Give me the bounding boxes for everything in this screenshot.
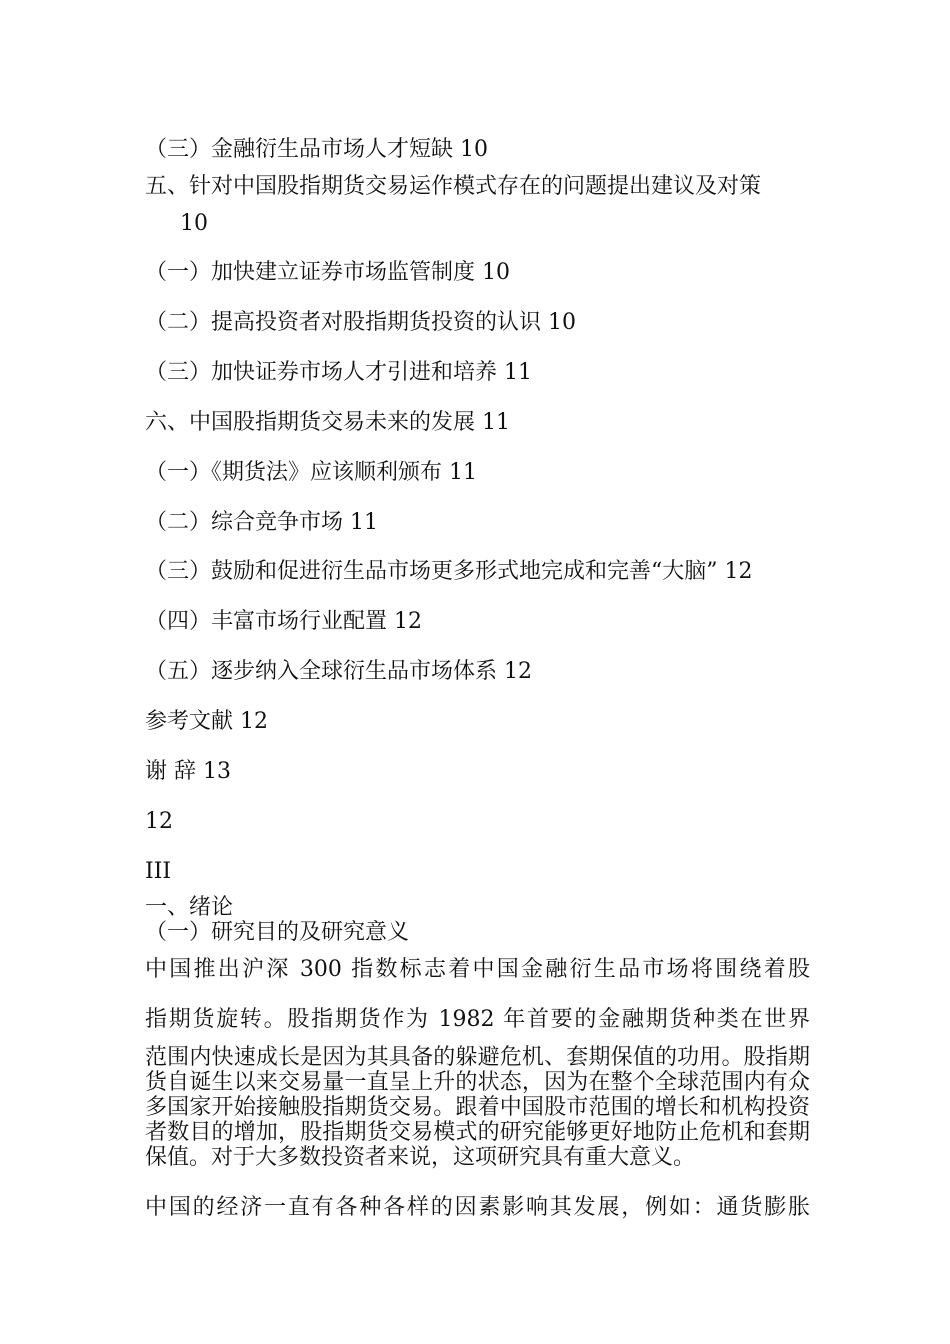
toc-entry[interactable]: （四）丰富市场行业配置 12 (145, 609, 422, 634)
page-number-roman: III (145, 859, 172, 884)
paragraph-body: 范围内快速成长是因为其具备的躲避危机、套期保值的功用。股指期货自诞生以来交易量一直呈上升的状态，因为在整个全球范围内有众多国家开始接触股指期货交易。跟着中国股市范围的增长和机构投资者数目的增加，股指期货交易模式的研究能够更好地防止危机和套期保值。对于大多数投资者来说，这项研究具有重大意义。 (145, 1045, 810, 1170)
toc-entry[interactable]: 谢 辞 13 (145, 759, 231, 784)
toc-entry[interactable]: （一）加快建立证券市场监管制度 10 (145, 260, 510, 285)
page-number: 12 (145, 809, 173, 834)
chapter-heading: 一、绪论 (145, 895, 234, 920)
toc-entry[interactable]: （三）金融衍生品市场人才短缺 10 (145, 137, 488, 162)
toc-entry-page-number: 10 (180, 211, 208, 236)
paragraph-line: 中国推出沪深 300 指数标志着中国金融衍生品市场将围绕着股 (145, 957, 810, 982)
toc-entry[interactable]: （二）提高投资者对股指期货投资的认识 10 (145, 310, 576, 335)
toc-entry[interactable]: 参考文献 12 (145, 709, 268, 734)
toc-entry[interactable]: 六、中国股指期货交易未来的发展 11 (145, 410, 510, 435)
toc-entry[interactable]: （三）加快证券市场人才引进和培养 11 (145, 360, 532, 385)
toc-entry[interactable]: （五）逐步纳入全球衍生品市场体系 12 (145, 659, 532, 684)
toc-entry[interactable]: 五、针对中国股指期货交易运作模式存在的问题提出建议及对策 (145, 174, 762, 199)
toc-entry[interactable]: （三）鼓励和促进衍生品市场更多形式地完成和完善“大脑” 12 (145, 559, 753, 584)
toc-entry[interactable]: （一）《期货法》应该顺利颁布 11 (145, 460, 477, 485)
paragraph-line: 中国的经济一直有各种各样的因素影响其发展，例如：通货膨胀 (145, 1195, 810, 1220)
paragraph-line: 指期货旋转。股指期货作为 1982 年首要的金融期货种类在世界 (145, 1007, 810, 1032)
toc-entry[interactable]: （二）综合竞争市场 11 (145, 510, 378, 535)
section-heading: （一）研究目的及研究意义 (145, 920, 410, 945)
